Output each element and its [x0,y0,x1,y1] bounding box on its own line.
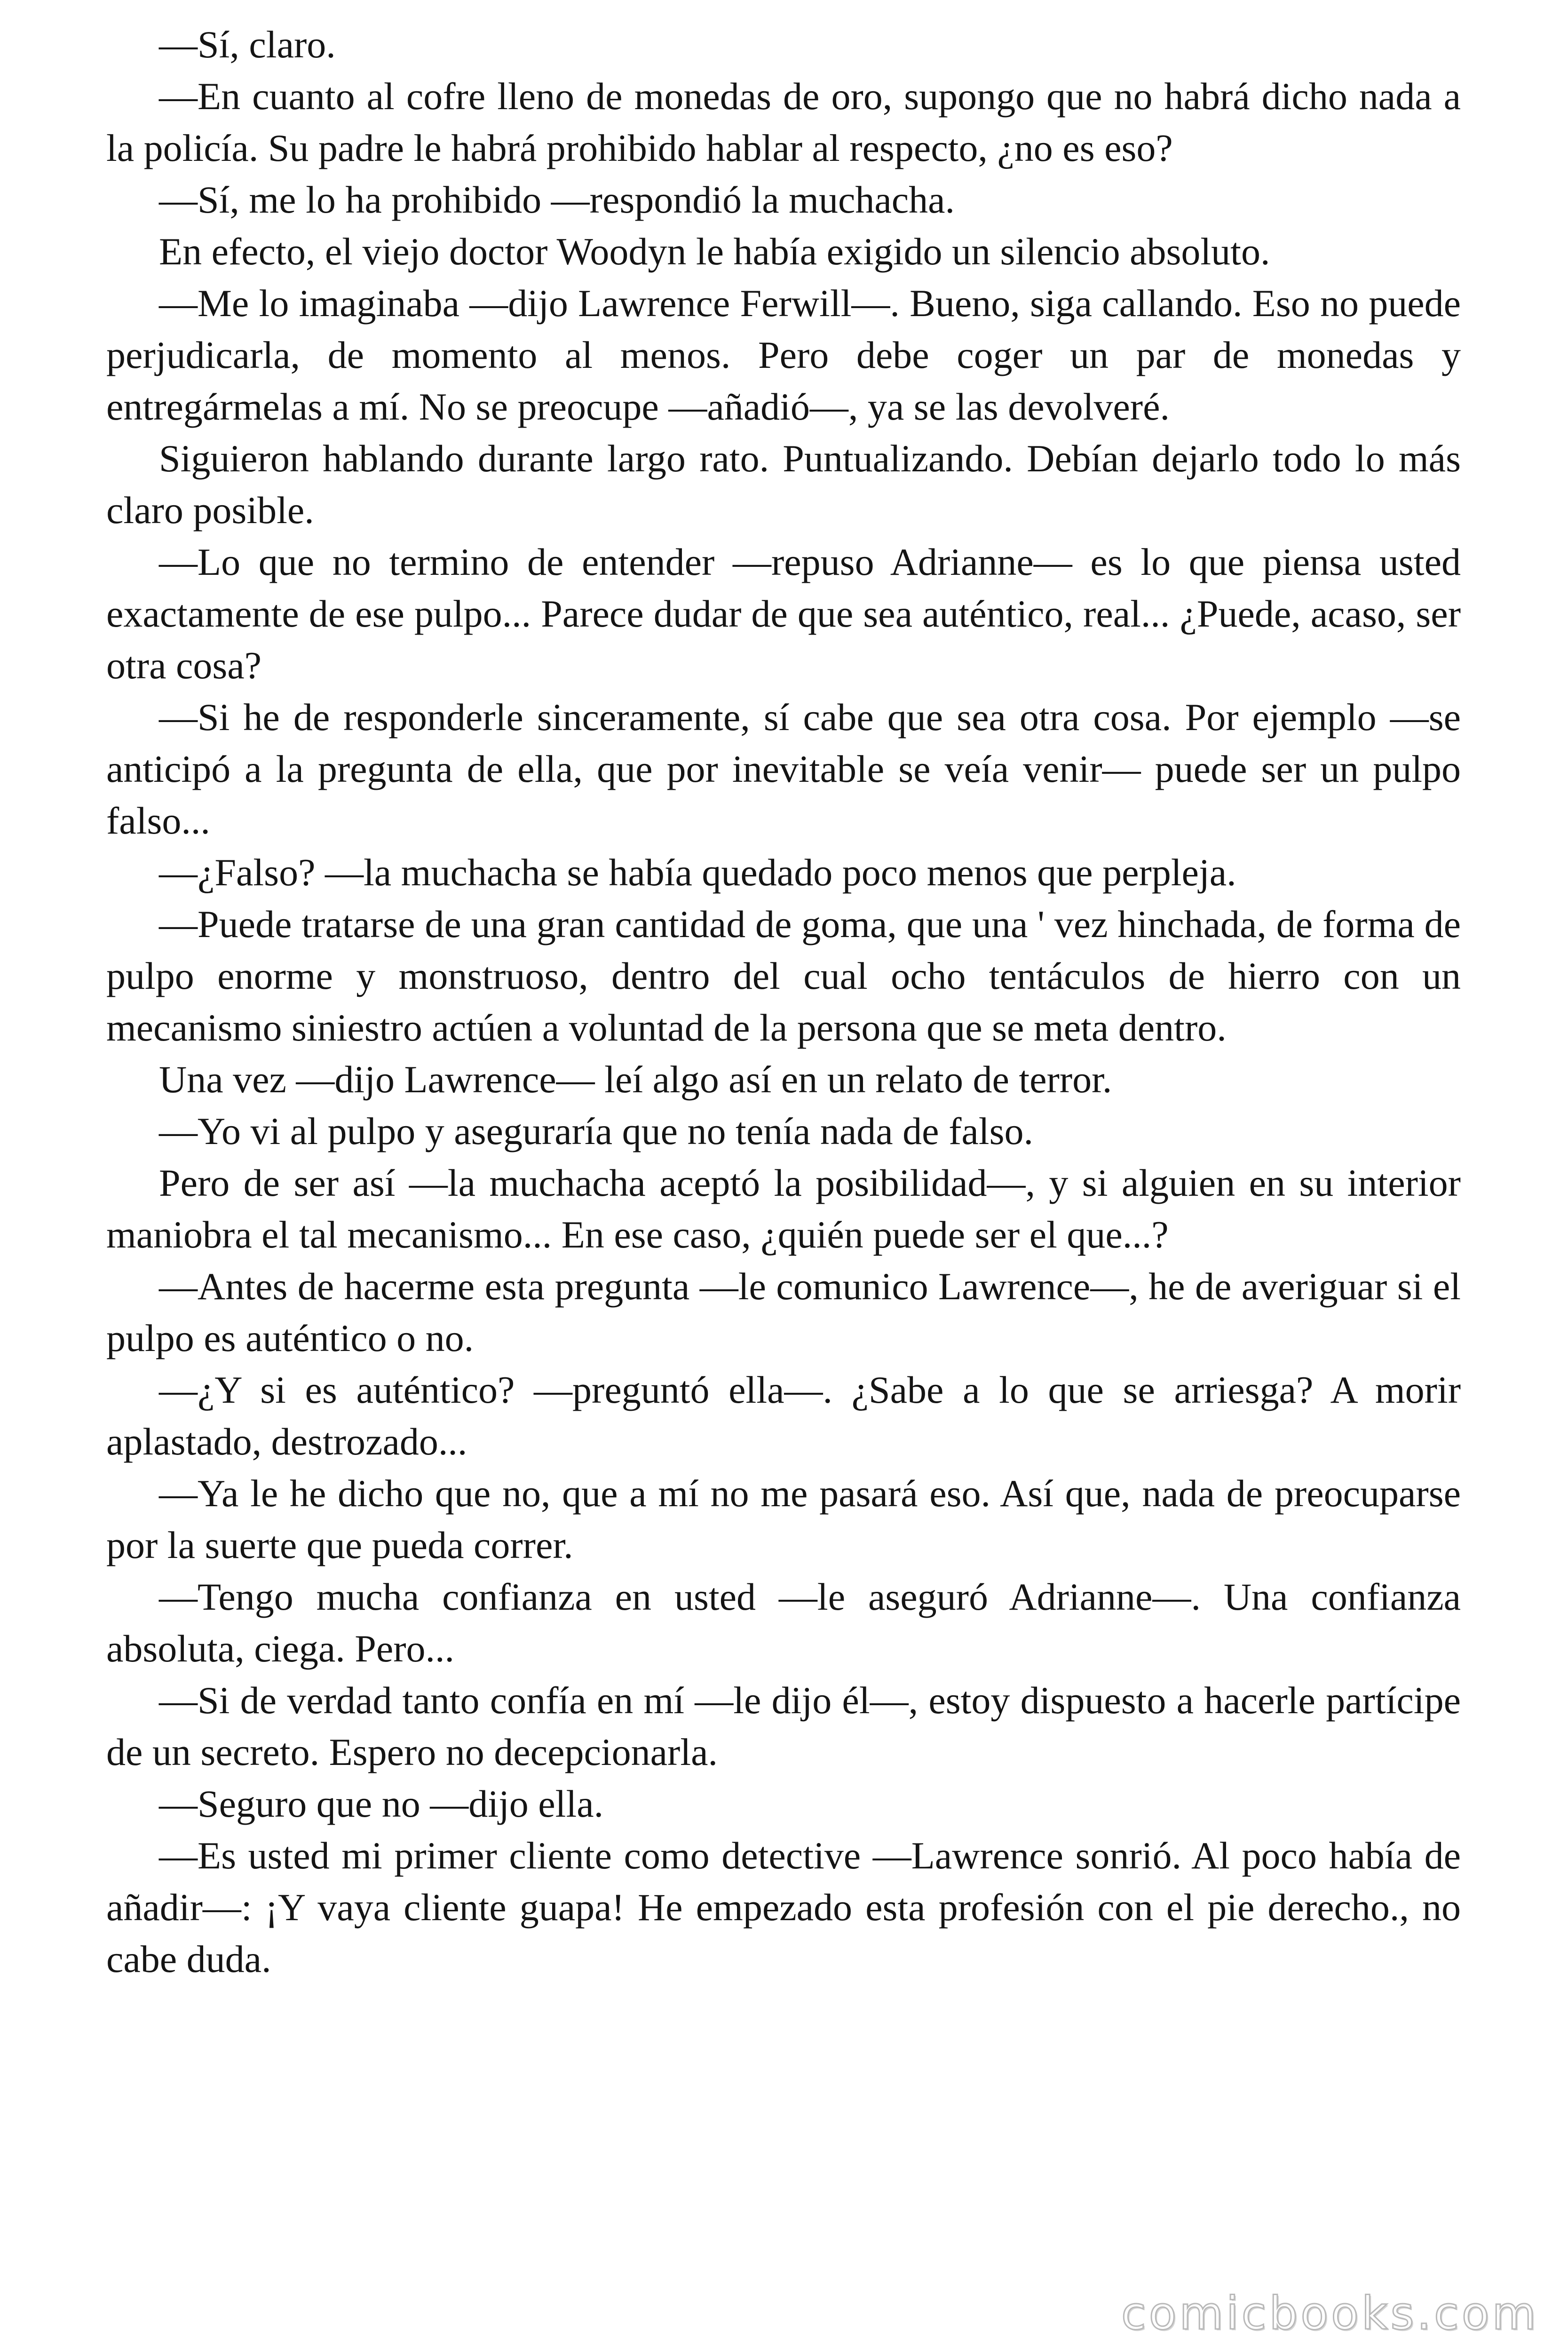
paragraph-11: Una vez —dijo Lawrence— leí algo así en un relato de terror. [159,1058,1112,1101]
paragraph-6: Siguieron hablando durante largo rato. Puntualizando. Debían dejarlo todo lo más claro posible. [106,437,1461,532]
paragraph-7: —Lo que no termino de entender —repuso Adrianne— es lo que piensa usted exactamente de ese pulpo... Parece dudar de que sea auténtico, real... ¿Puede, acaso, ser otra cosa? [106,540,1461,687]
paragraph-8: —Si he de responderle sinceramente, sí cabe que sea otra cosa. Por ejemplo —se anticipó a la pregunta de ella, que por inevitable se veía venir— puede ser un pulpo falso... [106,696,1461,842]
paragraph-4: En efecto, el viejo doctor Woodyn le había exigido un silencio absoluto. [159,230,1270,273]
paragraph-14: —Antes de hacerme esta pregunta —le comunico Lawrence—, he de averiguar si el pulpo es auténtico o no. [106,1265,1461,1359]
page-text [106,19,1461,1985]
paragraph-18: —Si de verdad tanto confía en mí —le dijo él—, estoy dispuesto a hacerle partícipe de un secreto. Espero no decepcionarla. [106,1679,1461,1773]
paragraph-1: —Sí, claro. [159,23,336,66]
paragraph-16: —Ya le he dicho que no, que a mí no me pasará eso. Así que, nada de preocuparse por la suerte que pueda correr. [106,1472,1461,1566]
paragraph-13: Pero de ser así —la muchacha aceptó la posibilidad—, y si alguien en su interior maniobra el tal mecanismo... En ese caso, ¿quién puede ser el que...? [106,1161,1461,1256]
paragraph-20: —Es usted mi primer cliente como detective —Lawrence sonrió. Al poco había de añadir—: ¡Y vaya cliente guapa! He empezado esta profesión con el pie derecho., no cabe duda. [106,1834,1461,1980]
paragraph-3: —Sí, me lo ha prohibido —respondió la muchacha. [159,178,955,221]
paragraph-9: —¿Falso? —la muchacha se había quedado poco menos que perpleja. [159,851,1236,894]
paragraph-5: —Me lo imaginaba —dijo Lawrence Ferwill—. Bueno, siga callando. Eso no puede perjudicarla, de momento al menos. Pero debe coger un par de monedas y entregármelas a mí. No se preocupe —añadió—, ya se las devolveré. [106,282,1461,428]
paragraph-10: —Puede tratarse de una gran cantidad de goma, que una ' vez hinchada, de forma de pulpo enorme y monstruoso, dentro del cual ocho tentáculos de hierro con un mecanismo siniestro actúen a voluntad de la persona que se meta dentro. [106,903,1461,1049]
paragraph-15: —¿Y si es auténtico? —preguntó ella—. ¿Sabe a lo que se arriesga? A morir aplastado, destrozado... [106,1368,1461,1463]
paragraph-2: —En cuanto al cofre lleno de monedas de oro, supongo que no habrá dicho nada a la policía. Su padre le habrá prohibido hablar al respecto, ¿no es eso? [106,75,1461,169]
paragraph-12: —Yo vi al pulpo y aseguraría que no tenía nada de falso. [159,1110,1033,1152]
paragraph-19: —Seguro que no —dijo ella. [159,1782,604,1825]
watermark-text: comicbooks.com [1121,2287,1539,2340]
paragraph-17: —Tengo mucha confianza en usted —le aseguró Adrianne—. Una confianza absoluta, ciega. Pero... [106,1575,1461,1670]
